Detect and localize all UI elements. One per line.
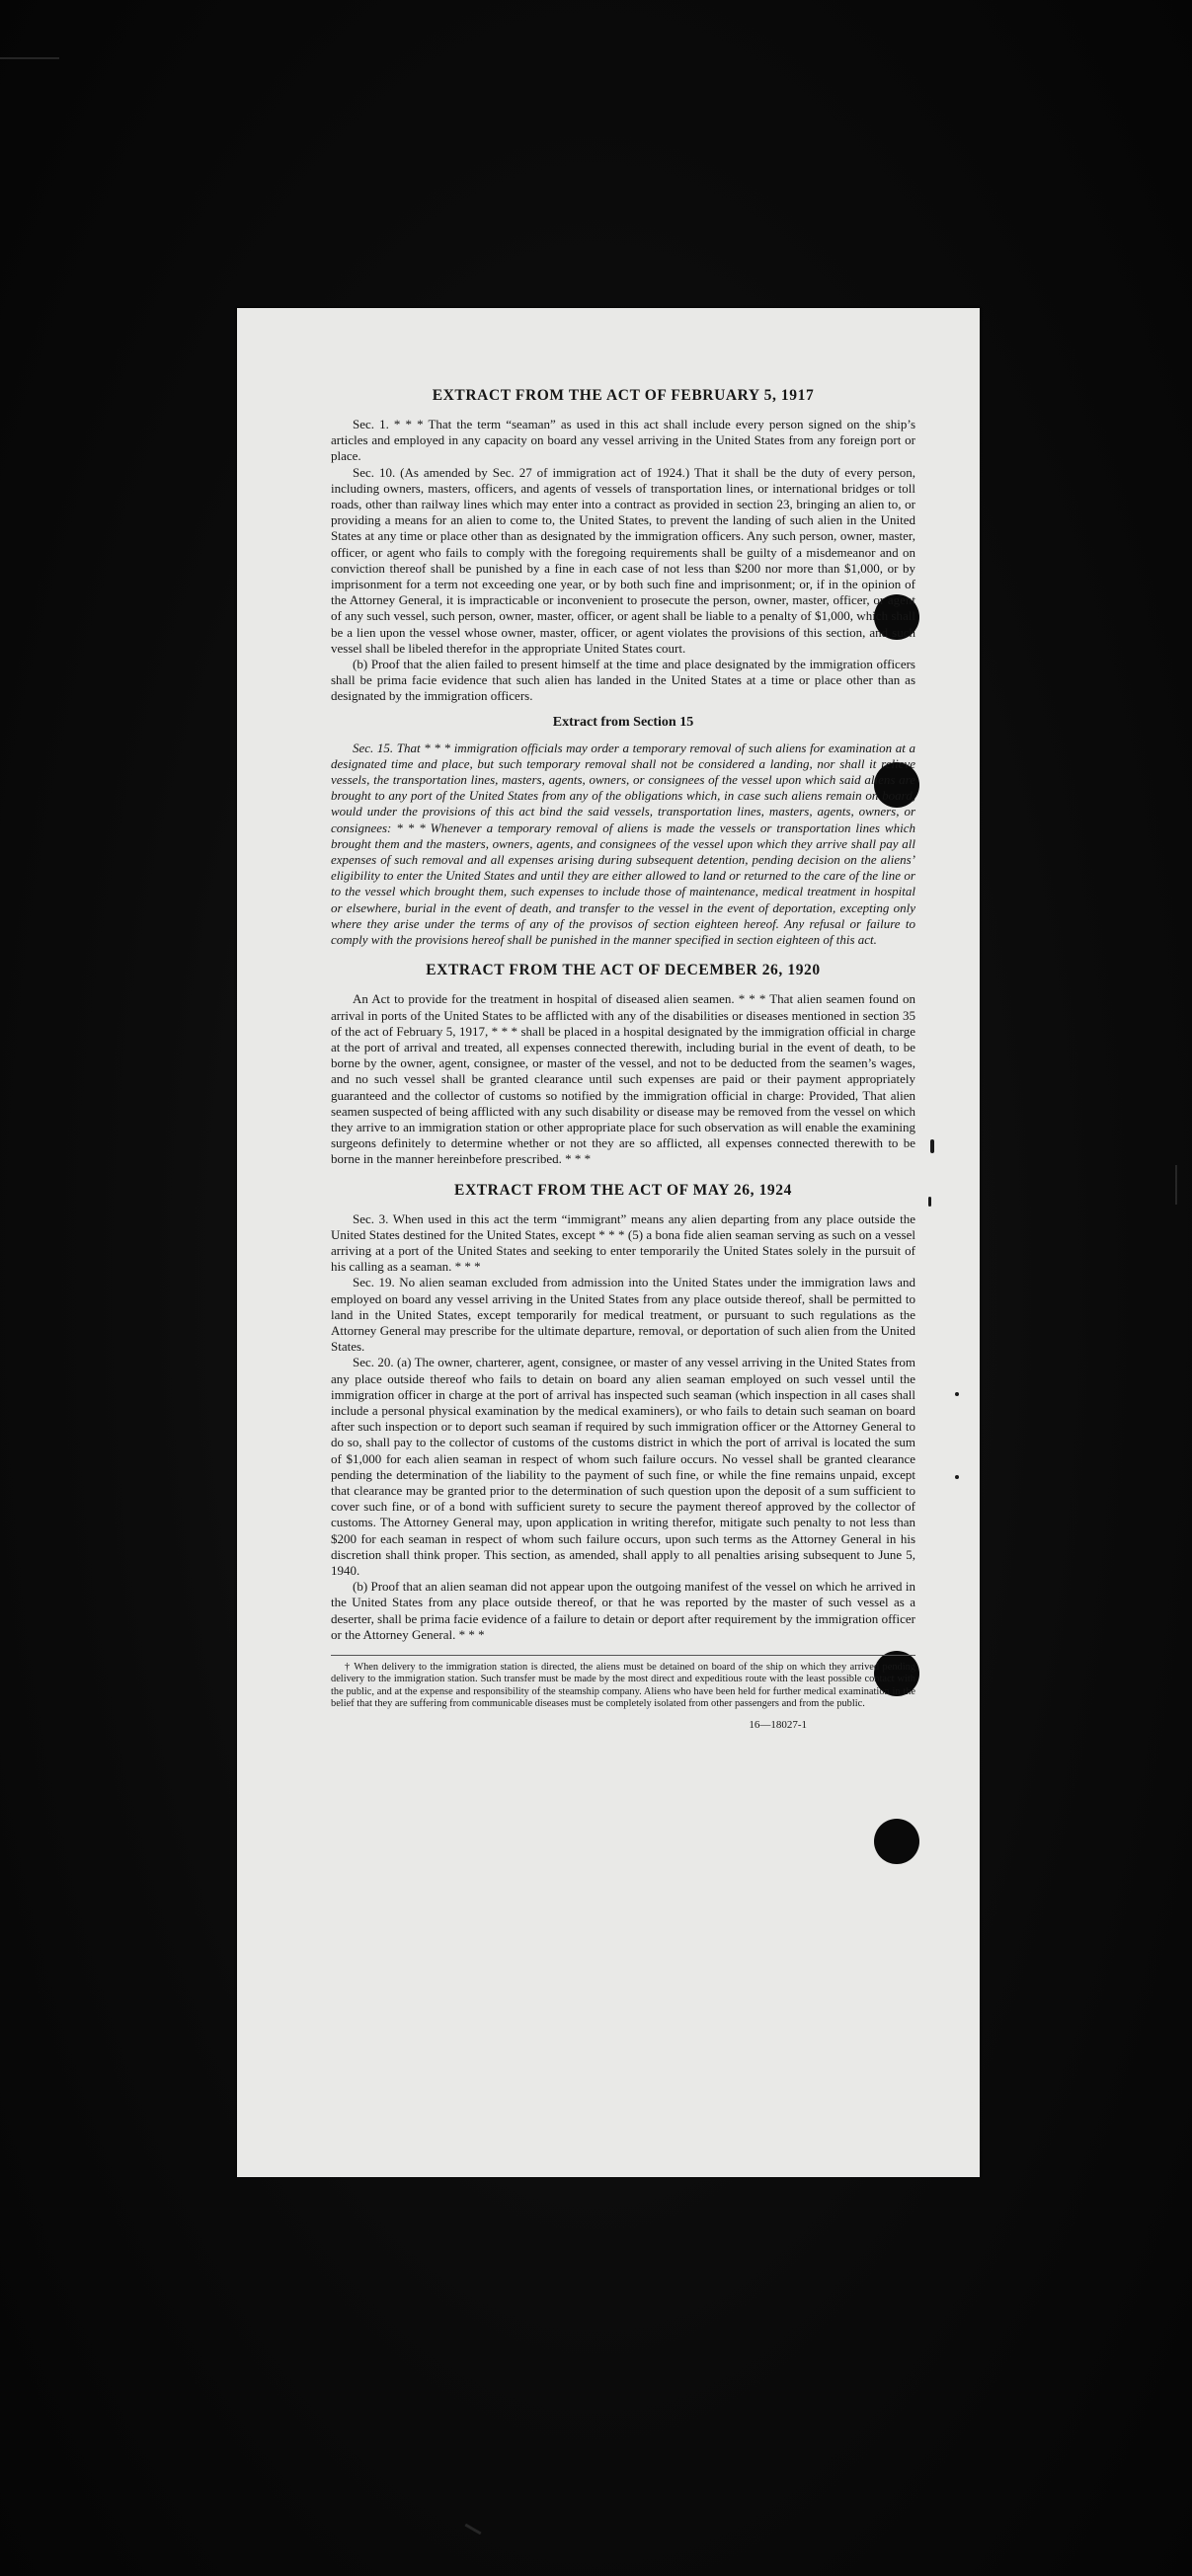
film-scratch	[1175, 1165, 1177, 1205]
film-scratch	[464, 2524, 481, 2536]
paragraph: Sec. 15. That * * * immigration officials may order a temporary removal of such aliens for examination at a designated time and place, but such temporary removal shall not be considered a landing, nor shall it relieve vessels, the transportation lines, masters, agents, owners, or consignees of the vessel upon which said aliens are brought to any port of the United States from any of the obligations which, in case such aliens remain on board, would under the provisions of this act bind the said vessels, transportation lines, masters, agents, owners, or consignees: * * * Whenever a temporary removal of aliens is made the vessels or transportation lines which brought them and the masters, owners, agents, and consignees of the vessel upon which they arrive shall pay all expenses of such removal and all expenses arising during subsequent detention, pending decision on the aliens’ eligibility to enter the United States and until they are either allowed to land or returned to the care of the line or to the vessel which brought them, such expenses to include those of maintenance, medical treatment in hospital or elsewhere, burial in the event of death, and transfer to the vessel in the event of deportation, excepting only where they arise under the terms of any of the provisos of section eighteen hereof. Any refusal or failure to comply with the provisions hereof shall be punished in the manner specified in section eighteen of this act.	[331, 740, 915, 948]
paragraph: (b) Proof that the alien failed to present himself at the time and place designated by the immigration officers shall be prima facie evidence that such alien has landed in the United States at a time or place other than as designated by the immigration officers.	[331, 657, 915, 704]
speck-mark	[955, 1392, 959, 1396]
paragraph: Sec. 19. No alien seaman excluded from admission into the United States under the immigration laws and employed on board any vessel arriving in the United States from any place outside thereof, shall be permitted to land in the United States, except temporarily for medical treatment, or pursuant to such regulations as the Attorney General may prescribe for the ultimate departure, removal, or deportation of such alien from the United States.	[331, 1275, 915, 1355]
document-number: 16—18027-1	[749, 1718, 807, 1731]
section-subheading: Extract from Section 15	[552, 714, 694, 730]
paragraph: Sec. 3. When used in this act the term “immigrant” means any alien departing from any place outside the United States destined for the United States, except * * * (5) a bona fide alien seaman serving as such on a vessel arriving at a port of the United States and seeking to enter temporarily the United States solely in the pursuit of his calling as a seaman. * * *	[331, 1210, 915, 1275]
punch-hole	[874, 1819, 919, 1864]
paragraph: Sec. 10. (As amended by Sec. 27 of immigration act of 1924.) That it shall be the duty of every person, including owners, masters, officers, and agents of vessels of transportation lines, or international bridges or toll roads, other than railway lines which may enter into a contract as provided in section 23, bringing an alien to, or providing a means for an alien to come to, the United States, to prevent the landing of such alien in the United States at any time or place other than as designated by the immigration officers. Any such person, owner, master, officer, or agent who fails to comply with the foregoing requirements shall be guilty of a misdemeanor and on conviction thereof shall be punished by a fine in each case of not less than $200 nor more than $1,000, or by imprisonment for a term not exceeding one year, or by both such fine and imprisonment; or, if in the opinion of the Attorney General, it is impracticable or inconvenient to prosecute the person, owner, master, officer, or agent of any such vessel, such person, owner, master, officer, or agent shall be liable to a penalty of $1,000, which shall be a lien upon the vessel whose owner, master, officer, or agent violates the provisions of this section, and such vessel shall be libeled therefor in the appropriate United States court.	[331, 464, 915, 656]
document-page	[237, 308, 980, 2177]
paragraph: An Act to provide for the treatment in hospital of diseased alien seamen. * * * That alien seamen found on arrival in ports of the United States to be afflicted with any of the disabilities or diseases mentioned in section 35 of the act of February 5, 1917, * * * shall be placed in a hospital designated by the immigration official in charge at the port of arrival and treated, all expenses connected therewith, including burial in the event of death, to be borne by the owner, agent, consignee, or master of the vessel, and not to be deducted from the seamen’s wages, and no such vessel shall be granted clearance until such expenses are paid or their payment appropriately guaranteed and the collector of customs so notified by the immigration official in charge: Provided, That alien seamen suspected of being afflicted with any such disability or disease may be removed from the vessel on which they arrive to an immigration station or other appropriate place for such observation as will enable the examining surgeons definitely to determine whether or not they are so afflicted, all expenses connected therewith to be borne in the manner hereinbefore prescribed. * * *	[331, 991, 915, 1167]
film-scratch	[0, 57, 59, 59]
speck-mark	[955, 1475, 959, 1479]
speck-mark	[930, 1139, 934, 1153]
paragraph: Sec. 1. * * * That the term “seaman” as used in this act shall include every person signed on the ship’s articles and employed in any capacity on board any vessel arriving in the United States from any foreign port or place.	[331, 417, 915, 464]
speck-mark	[928, 1197, 931, 1207]
section-heading: EXTRACT FROM THE ACT OF FEBRUARY 5, 1917	[432, 387, 815, 404]
section-heading: EXTRACT FROM THE ACT OF DECEMBER 26, 1920	[426, 962, 821, 979]
document-content	[331, 387, 915, 1731]
section-heading: EXTRACT FROM THE ACT OF MAY 26, 1924	[454, 1181, 792, 1199]
footnote: † When delivery to the immigration station is directed, the aliens must be detained on board of the ship on which they arrived pending delivery to the immigration station. Such transfer must be made by the most direct and expeditious route with the least possible contact with the public, and at the expense and responsibility of the steamship company. Aliens who have been held for further medical examination in the belief that they are suffering from communicable diseases must be completely isolated from other passengers and from the public.	[331, 1655, 915, 1711]
paragraph: Sec. 20. (a) The owner, charterer, agent, consignee, or master of any vessel arriving in the United States from any place outside thereof who fails to detain on board any alien seaman employed on such vessel until the immigration officer in charge at the port of arrival has inspected such seaman (which inspection in all cases shall include a personal physical examination by the medical examiners), or who fails to detain such seaman on board after such inspection or to deport such seaman if required by such immigration officer or the Attorney General to do so, shall pay to the collector of customs of the customs district in which the port of arrival is located the sum of $1,000 for each alien seaman in respect of whom such failure occurs. No vessel shall be granted clearance pending the determination of the liability to the payment of such fine, or while the fine remains unpaid, except that clearance may be granted prior to the determination of such question upon the deposit of a sum sufficient to cover such fine, or of a bond with sufficient surety to secure the payment thereof approved by the collector of customs. The Attorney General may, upon application in writing therefor, mitigate such penalty to not less than $200 for each seaman in respect of whom such failure occurs, upon such terms as the Attorney General in his discretion shall think proper. This section, as amended, shall apply to all penalties arising subsequent to June 5, 1940.	[331, 1355, 915, 1578]
paragraph: (b) Proof that an alien seaman did not appear upon the outgoing manifest of the vessel on which he arrived in the United States from any place outside thereof, or that he was reported by the master of such vessel as a deserter, shall be prima facie evidence of a failure to detain or deport after requirement by the immigration officer or the Attorney General. * * *	[331, 1579, 915, 1642]
